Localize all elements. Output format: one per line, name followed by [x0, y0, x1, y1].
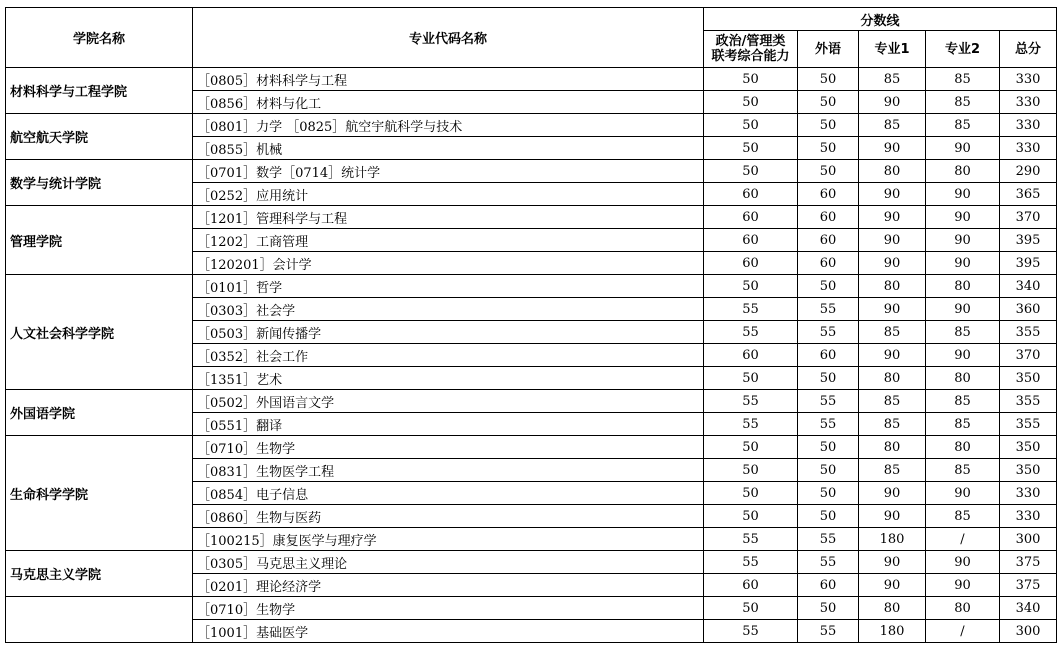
score-foreign: 55	[798, 390, 859, 413]
score-major1: 80	[859, 367, 926, 390]
score-major1: 85	[859, 321, 926, 344]
score-foreign: 60	[798, 574, 859, 597]
score-foreign: 55	[798, 413, 859, 436]
major-name: ［0860］生物与医药	[193, 505, 704, 528]
major-name: ［0101］哲学	[193, 275, 704, 298]
score-foreign: 50	[798, 114, 859, 137]
college-name: 马克思主义学院	[6, 551, 193, 597]
score-total: 300	[1000, 620, 1057, 643]
score-major2: 85	[926, 413, 1000, 436]
score-politics: 50	[704, 91, 798, 114]
score-major2: 85	[926, 459, 1000, 482]
header-politics-line2: 联考综合能力	[711, 49, 790, 64]
major-name: ［0710］生物学	[193, 436, 704, 459]
score-foreign: 55	[798, 551, 859, 574]
score-major2: 80	[926, 597, 1000, 620]
major-name: ［0252］应用统计	[193, 183, 704, 206]
score-major2: 90	[926, 574, 1000, 597]
table-row	[6, 436, 1057, 459]
major-name: ［0710］生物学	[193, 597, 704, 620]
score-foreign: 50	[798, 275, 859, 298]
score-politics: 55	[704, 620, 798, 643]
score-foreign: 60	[798, 206, 859, 229]
header-politics-line1: 政治/管理类	[715, 34, 786, 49]
score-total: 330	[1000, 68, 1057, 91]
score-major1: 90	[859, 551, 926, 574]
score-politics: 55	[704, 528, 798, 551]
table-row	[6, 160, 1057, 183]
score-major1: 180	[859, 620, 926, 643]
score-total: 375	[1000, 551, 1057, 574]
score-total: 290	[1000, 160, 1057, 183]
score-major2: 85	[926, 91, 1000, 114]
score-total: 355	[1000, 413, 1057, 436]
score-politics: 50	[704, 137, 798, 160]
score-major2: 85	[926, 321, 1000, 344]
score-politics: 60	[704, 229, 798, 252]
college-name	[6, 597, 193, 643]
score-total: 365	[1000, 183, 1057, 206]
major-name: ［0502］外国语言文学	[193, 390, 704, 413]
college-name: 人文社会科学学院	[6, 275, 193, 390]
header-major2: 专业2	[926, 31, 1000, 68]
score-foreign: 50	[798, 459, 859, 482]
major-name: ［100215］康复医学与理疗学	[193, 528, 704, 551]
header-foreign: 外语	[798, 31, 859, 68]
score-foreign: 55	[798, 620, 859, 643]
score-major2: 80	[926, 160, 1000, 183]
table-body	[6, 68, 1057, 643]
score-major1: 85	[859, 390, 926, 413]
score-politics: 50	[704, 160, 798, 183]
table-row	[6, 206, 1057, 229]
college-name: 航空航天学院	[6, 114, 193, 160]
score-politics: 50	[704, 68, 798, 91]
score-major2: /	[926, 528, 1000, 551]
major-name: ［0831］生物医学工程	[193, 459, 704, 482]
score-foreign: 55	[798, 321, 859, 344]
score-politics: 60	[704, 206, 798, 229]
score-politics: 60	[704, 183, 798, 206]
score-total: 330	[1000, 137, 1057, 160]
header-score-line: 分数线	[704, 8, 1057, 31]
major-name: ［1351］艺术	[193, 367, 704, 390]
score-politics: 50	[704, 482, 798, 505]
major-name: ［1201］管理科学与工程	[193, 206, 704, 229]
major-name: ［1001］基础医学	[193, 620, 704, 643]
college-name: 管理学院	[6, 206, 193, 275]
major-name: ［0551］翻译	[193, 413, 704, 436]
major-name: ［0701］数学［0714］统计学	[193, 160, 704, 183]
table-row	[6, 390, 1057, 413]
score-major1: 85	[859, 413, 926, 436]
score-total: 330	[1000, 91, 1057, 114]
score-major2: 90	[926, 137, 1000, 160]
score-total: 330	[1000, 505, 1057, 528]
score-major2: 90	[926, 206, 1000, 229]
table-row	[6, 551, 1057, 574]
score-major1: 90	[859, 252, 926, 275]
score-major2: 85	[926, 114, 1000, 137]
table-row	[6, 275, 1057, 298]
major-name: ［120201］会计学	[193, 252, 704, 275]
table-row	[6, 597, 1057, 620]
score-major2: 90	[926, 344, 1000, 367]
major-name: ［1202］工商管理	[193, 229, 704, 252]
score-politics: 60	[704, 344, 798, 367]
score-politics: 55	[704, 551, 798, 574]
score-total: 375	[1000, 574, 1057, 597]
score-politics: 50	[704, 459, 798, 482]
score-foreign: 50	[798, 597, 859, 620]
score-total: 350	[1000, 436, 1057, 459]
header-total: 总分	[1000, 31, 1057, 68]
score-total: 330	[1000, 482, 1057, 505]
score-major1: 80	[859, 436, 926, 459]
score-major1: 90	[859, 206, 926, 229]
score-table	[5, 7, 1057, 643]
score-foreign: 60	[798, 183, 859, 206]
major-name: ［0503］新闻传播学	[193, 321, 704, 344]
table-row	[6, 114, 1057, 137]
score-major2: 90	[926, 252, 1000, 275]
score-politics: 50	[704, 505, 798, 528]
header-major1: 专业1	[859, 31, 926, 68]
score-politics: 50	[704, 436, 798, 459]
score-major1: 90	[859, 505, 926, 528]
score-total: 370	[1000, 344, 1057, 367]
score-foreign: 50	[798, 137, 859, 160]
score-major2: 90	[926, 551, 1000, 574]
score-politics: 55	[704, 413, 798, 436]
score-politics: 55	[704, 298, 798, 321]
major-name: ［0305］马克思主义理论	[193, 551, 704, 574]
table-row	[6, 68, 1057, 91]
major-name: ［0805］材料科学与工程	[193, 68, 704, 91]
score-foreign: 55	[798, 298, 859, 321]
score-total: 330	[1000, 114, 1057, 137]
score-total: 340	[1000, 275, 1057, 298]
score-major2: 90	[926, 229, 1000, 252]
score-total: 395	[1000, 252, 1057, 275]
score-major2: 90	[926, 183, 1000, 206]
score-foreign: 50	[798, 160, 859, 183]
score-foreign: 50	[798, 482, 859, 505]
score-major2: 80	[926, 275, 1000, 298]
score-total: 355	[1000, 321, 1057, 344]
score-total: 340	[1000, 597, 1057, 620]
score-major1: 85	[859, 68, 926, 91]
score-politics: 60	[704, 574, 798, 597]
score-major1: 80	[859, 275, 926, 298]
major-name: ［0856］材料与化工	[193, 91, 704, 114]
major-name: ［0201］理论经济学	[193, 574, 704, 597]
score-major1: 90	[859, 229, 926, 252]
score-total: 350	[1000, 367, 1057, 390]
score-major2: 85	[926, 68, 1000, 91]
score-major2: 85	[926, 390, 1000, 413]
score-major1: 90	[859, 574, 926, 597]
score-major2: 90	[926, 298, 1000, 321]
major-name: ［0303］社会学	[193, 298, 704, 321]
score-foreign: 60	[798, 229, 859, 252]
score-major1: 85	[859, 114, 926, 137]
score-foreign: 50	[798, 68, 859, 91]
score-total: 355	[1000, 390, 1057, 413]
score-total: 350	[1000, 459, 1057, 482]
score-major1: 85	[859, 459, 926, 482]
score-major2: 80	[926, 367, 1000, 390]
score-major1: 80	[859, 597, 926, 620]
header-major: 专业代码名称	[193, 8, 704, 68]
score-total: 300	[1000, 528, 1057, 551]
score-foreign: 55	[798, 528, 859, 551]
score-politics: 50	[704, 275, 798, 298]
score-major2: 80	[926, 436, 1000, 459]
score-major1: 80	[859, 160, 926, 183]
score-politics: 50	[704, 597, 798, 620]
table-header	[6, 8, 1057, 68]
score-politics: 50	[704, 367, 798, 390]
score-politics: 55	[704, 321, 798, 344]
score-major1: 90	[859, 137, 926, 160]
score-foreign: 50	[798, 436, 859, 459]
college-name: 生命科学学院	[6, 436, 193, 551]
score-major1: 90	[859, 482, 926, 505]
score-foreign: 50	[798, 91, 859, 114]
header-college: 学院名称	[6, 8, 193, 68]
major-name: ［0352］社会工作	[193, 344, 704, 367]
score-major1: 180	[859, 528, 926, 551]
major-name: ［0801］力学 ［0825］航空宇航科学与技术	[193, 114, 704, 137]
score-major1: 90	[859, 344, 926, 367]
score-politics: 60	[704, 252, 798, 275]
score-major2: 85	[926, 505, 1000, 528]
major-name: ［0855］机械	[193, 137, 704, 160]
score-foreign: 60	[798, 344, 859, 367]
score-total: 360	[1000, 298, 1057, 321]
header-politics	[704, 31, 798, 68]
score-major1: 90	[859, 298, 926, 321]
score-politics: 55	[704, 390, 798, 413]
score-politics: 50	[704, 114, 798, 137]
score-total: 370	[1000, 206, 1057, 229]
score-foreign: 60	[798, 252, 859, 275]
score-major1: 90	[859, 183, 926, 206]
college-name: 材料科学与工程学院	[6, 68, 193, 114]
score-foreign: 50	[798, 505, 859, 528]
score-foreign: 50	[798, 367, 859, 390]
college-name: 外国语学院	[6, 390, 193, 436]
score-total: 395	[1000, 229, 1057, 252]
college-name: 数学与统计学院	[6, 160, 193, 206]
score-major2: 90	[926, 482, 1000, 505]
score-major1: 90	[859, 91, 926, 114]
major-name: ［0854］电子信息	[193, 482, 704, 505]
score-major2: /	[926, 620, 1000, 643]
